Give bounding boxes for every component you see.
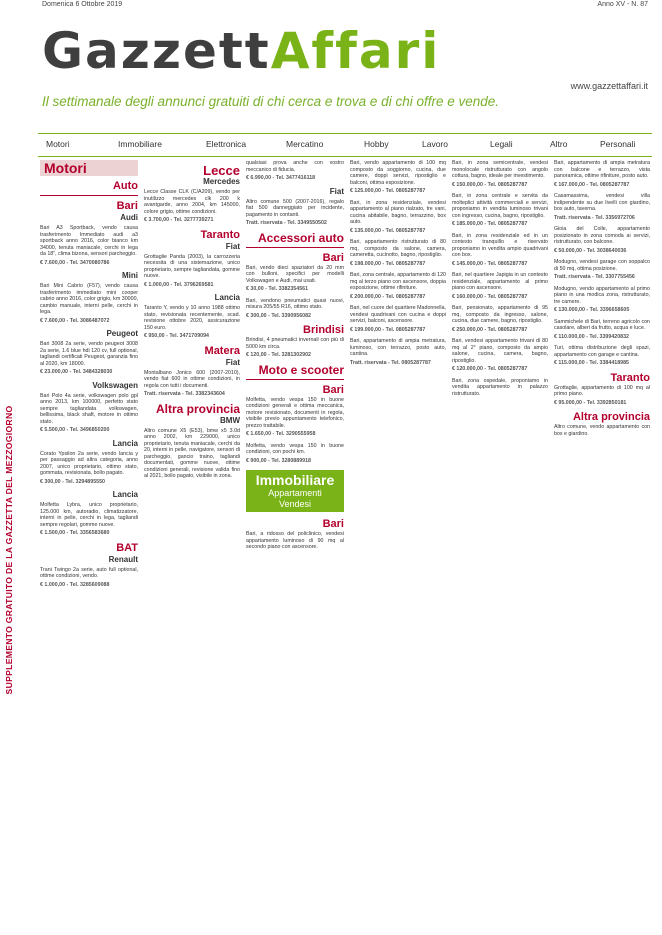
ad-price: € 120.000,00 - Tel. 0805287787 <box>452 366 528 372</box>
ad-text: Bari, vendo dieci spaziatori da 20 mm con bulloni, specifici per modelli Volkswagen e Audi, mai usati. <box>246 264 344 284</box>
ad-text: Bari, zona centrale, appartamento di 120 mq al terzo piano con ascensore, doppia esposizione, ottime rifiniture. <box>350 272 446 291</box>
ad-price: € 160.000,00 - Tel. 0805287787 <box>452 293 528 300</box>
nav-legali[interactable]: Legali <box>490 139 513 149</box>
ad-price: € 250.000,00 - Tel. 0805287787 <box>452 326 528 333</box>
ad-price: € 23.000,00 - Tel. 3484328030 <box>40 369 113 375</box>
ad-text: Bari, vendesi appartamento trivani di 80 mq al 2° piano, composto da ampio salone, cucina, camera, bagno, ripostiglio. <box>452 338 548 364</box>
ad-price: € 110.000,00 - Tel. 3399420832 <box>554 333 630 340</box>
ad-price: € 3.700,00 - Tel. 3277739271 <box>144 217 214 223</box>
ad-price: € 198.000,00 - Tel. 0805287787 <box>350 260 426 267</box>
ad-text: Bari A3 Sportback, vendo causa trasferimento Immediato audi a3 sportback anno 2016, color bianco km 34000, tenuta maniacale, cerchi in lega da 18", clima bizona, sensori parcheggio. <box>40 225 138 257</box>
ad-price: € 125.000,00 - Tel. 0805287787 <box>350 188 426 194</box>
city-heading: BAT <box>116 541 138 554</box>
city-heading: Altra provincia <box>155 401 240 416</box>
ad-text: Bari Polo 4a serie, volkswagen polo gpl anno 2013, km 100000, perfetto stato sempre tagliandata volkswagen, bellissima, black shaft, motore in ottimo stato. <box>40 392 138 425</box>
city-heading: Altra provincia <box>572 411 650 423</box>
ad-text: Modugno, vendo appartamento al primo piano in una modica zona, ristrutturato, tre camere. <box>554 285 650 305</box>
nav-hobby[interactable]: Hobby <box>364 139 389 149</box>
ad-price: € 200.000,00 - Tel. 0805287787 <box>350 293 426 300</box>
nav-personali[interactable]: Personali <box>600 139 636 149</box>
ad-text: Molfetta, vendo vespa 150 in buone condizioni, con pochi km. <box>246 442 344 455</box>
nav-immobiliare[interactable]: Immobiliare <box>118 139 162 149</box>
ad-text: Molfetta, vendo vespa 150 in buone condizioni generali e ottima meccanica, motore revisionato, documenti in regola, visibile previo appuntamento telefonico, prezzo trattabile. <box>246 396 344 429</box>
brand-heading: Mercedes <box>203 177 240 186</box>
ad-price: Tratt. riservata - Tel. 3349550502 <box>246 220 327 226</box>
category-nav <box>38 133 652 157</box>
ad-price: € 150.000,00 - Tel. 0805287787 <box>452 181 528 188</box>
divider <box>246 379 344 380</box>
ad-price: € 950,00 - Tel. 3471709094 <box>144 333 209 339</box>
column-6 <box>554 160 650 935</box>
brand-heading: Lancia <box>112 490 138 499</box>
nav-mercatino[interactable]: Mercatino <box>286 139 324 149</box>
ad-price: € 1.650,00 - Tel. 3290555958 <box>246 431 316 437</box>
ad-text: Bari, in zona residenziale, vendesi appartamento al piano rialzato, tre vani, cucina abitabile, bagno, terrazzino, box auto. <box>350 199 446 225</box>
ad-text: Bari, in zona residenziale ed in un contesto tranquillo e riservato proponiamo in vendita ampio quadrivani con box. <box>452 232 548 258</box>
brand-heading: Audi <box>120 213 138 222</box>
ad-price: € 1.000,00 - Tel. 3796269581 <box>144 281 214 288</box>
ad-price: € 130.000,00 - Tel. 3396658605 <box>554 307 630 313</box>
brand-heading: Fiat <box>225 357 240 367</box>
column-4 <box>350 160 446 935</box>
ad-text: Trani Twingo 2a serie, auto full optional, ottime condizioni, vendo. <box>40 566 138 579</box>
ad-text: Bari, vendo appartamento di 100 mq composto da soggiorno, cucina, due camere, doppi servizi, ripostiglio e balconi, ottima esposizione. <box>350 160 446 186</box>
column-5 <box>452 160 548 935</box>
immobiliare-subtitle: Appartamenti <box>268 488 322 498</box>
section-moto-scooter: Moto e scooter <box>258 362 344 377</box>
logo-text-b: Affari <box>270 22 441 80</box>
top-bar <box>0 0 662 11</box>
column-1 <box>40 160 138 935</box>
brand-heading: Peugeot <box>106 329 138 338</box>
brand-heading: Fiat <box>225 241 240 251</box>
ad-price: € 30,00 - Tel. 3382354561 <box>246 286 309 292</box>
ad-price: € 1.000,00 - Tel. 3285609088 <box>40 581 110 588</box>
ad-price: Tratt. riservata - Tel. 3356972706 <box>554 214 635 221</box>
city-heading: Bari <box>322 383 344 396</box>
ad-price: € 145.000,00 - Tel. 0805287787 <box>452 260 528 267</box>
immobiliare-banner <box>246 470 344 512</box>
ad-price: € 50.000,00 - Tel. 3038640036 <box>554 247 627 254</box>
supplement-text: SUPPLEMENTO GRATUITO DE LA GAZZETTA DEL MEZZOGIORNO <box>4 405 14 695</box>
ad-price: Tratt. riservata - Tel. 3307755456 <box>554 274 635 280</box>
ad-price: € 199.000,00 - Tel. 0805287787 <box>350 326 426 333</box>
issue-number: Anno XV - N. 87 <box>597 1 648 8</box>
ad-price: € 167.000,00 - Tel. 0805287787 <box>554 181 630 188</box>
column-2 <box>144 160 240 935</box>
ad-price: € 300,00 - Tel. 3294895550 <box>40 478 105 485</box>
city-heading: Taranto <box>610 371 650 384</box>
website-url[interactable]: www.gazzettaffari.it <box>570 81 648 91</box>
ad-text: Bari, pensionato, appartamento di 95 mq, composto da ingresso, salone, cucina, due camere, bagno, ripostiglio. <box>452 305 548 324</box>
ad-price: Tratt. riservata - Tel. 0805287787 <box>350 359 431 366</box>
nav-altro[interactable]: Altro <box>550 139 568 149</box>
city-heading: Bari <box>116 200 138 212</box>
divider <box>40 195 138 196</box>
ad-price: € 300,00 - Tel. 3390956082 <box>246 312 311 319</box>
ad-text: Bari 3008 2a serie, vendo peugeot 3008 2a serie, 1.6 blue hdi 120 cv, full optional, tagliandi certificati Peugeot, garanzia fino al 2020, km 18000. <box>40 341 138 367</box>
ad-text: Altro comune, vendo appartamento con box e giardino. <box>554 424 650 437</box>
tagline: Il settimanale degli annunci gratuiti di chi cerca e trova e di chi offre e vende. <box>42 94 500 109</box>
ad-price: € 7.600,00 - Tel. 3086487072 <box>40 317 110 324</box>
ad-text: Montalbano Jonico 600 (2007-2010), vendo fiat 600 in ottime condizioni, in regola con tutti i documenti. <box>144 369 240 389</box>
ad-price: € 135.000,00 - Tel. 0805287787 <box>350 227 426 234</box>
ad-text: Turi, ottima distribuzione degli spazi, appartamento con garage e cantina. <box>554 345 650 358</box>
brand-heading: Lancia <box>214 293 240 302</box>
ad-price: € 900,00 - Tel. 3280889918 <box>246 457 311 464</box>
ad-text: Bari, appartamento di ampia metratura con balcone e terrazzo, vista panoramica, ottime rifiniture, posto auto. <box>554 160 650 179</box>
logo-text-a: Gazzett <box>42 22 271 80</box>
ad-text: Bari, in zona semicentrale, vendesi monolocale ristrutturato con angolo cottura, bagno, ideale per investimento. <box>452 160 548 179</box>
ad-text: Taranto Y, vendo y 10 anno 1988 ottimo stato, revisionata recentemente, scad. revisione ottobre 2020, assicurazione 150 euro. <box>144 305 240 331</box>
section-accessori-auto: Accessori auto <box>257 230 344 245</box>
city-heading: Taranto <box>200 228 240 241</box>
ad-price: € 115.000,00 - Tel. 3384418985 <box>554 360 630 366</box>
ad-text: Lecce Classe CLK (C/A209), vendo per inutilizzo mercedes clk 200 k avantgarde, anno 2004, km 145000, colore grigio, ottime condizioni. <box>144 189 240 215</box>
city-heading: Lecce <box>203 163 240 178</box>
ad-price: € 120,00 - Tel. 3281302902 <box>246 352 311 358</box>
ad-text: Grottaglie, appartamento di 100 mq al primo piano. <box>554 384 650 397</box>
immobiliare-subtitle-2: Vendesi <box>278 499 312 509</box>
immobiliare-title: Immobiliare <box>255 472 335 488</box>
ad-text: Brindisi, 4 pneumatici invernali con più di 5000 km circa. <box>246 337 344 350</box>
ad-text: Bari Mini Cabrio (F57), vendo causa trasferimento immediato mini cooper cabrio anno 2016, color grigio, km 30000, cambio manuale, interni pelle, cerchi in lega. <box>40 283 138 315</box>
ad-price: Tratt. riservata - Tel. 3382343604 <box>144 391 225 397</box>
issue-date: Domenica 6 Ottobre 2019 <box>42 1 123 8</box>
ad-text: Bari, vendono pneumatici quasi nuovi, misura 205/55 R16, ottimo stato. <box>246 297 344 310</box>
logo <box>42 22 440 80</box>
ad-text: Bari, nel cuore del quartiere Madonnella, vendesi quadrivani con cucina e doppi servizi, balconi, ascensore. <box>350 305 446 324</box>
ad-text: qualsiasi prova anche con vostro meccanico di fiducia. <box>246 160 344 173</box>
ad-text: Bari, zona ospedale, proponiamo in vendita appartamento in palazzo ristrutturato. <box>452 377 548 397</box>
ad-text: Molfetta Lybra, unico proprietario, 125.000 km, autoradio, climatizzatore, interni in pelle, cerchi in lega, tagliandi sempre regolari, gomme nuove. <box>40 502 138 528</box>
brand-heading: Renault <box>108 554 138 564</box>
brand-heading: BMW <box>220 415 240 425</box>
ad-text: Bari, in zona centrale e servita da molteplici attività commerciali e servizi, proponiamo in vendita luminoso trivani con ingresso, cucina, bagno, ripostiglio. <box>452 193 548 219</box>
ad-price: € 95.000,00 - Tel. 3392850181 <box>554 399 627 406</box>
city-heading: Brindisi <box>303 324 344 336</box>
ad-price: € 1.500,00 - Tel. 3356583680 <box>40 530 110 536</box>
column-3 <box>246 160 344 935</box>
city-heading: Bari <box>322 251 344 264</box>
ad-text: Bari, nel quartiere Japigia in un contesto residenziale, appartamento al primo piano con ascensore. <box>452 272 548 291</box>
section-title-motori: Motori <box>40 160 138 176</box>
nav-elettronica[interactable]: Elettronica <box>206 139 247 149</box>
ad-text: Sammichele di Bari, terreno agricolo con casolare, alberi da frutto, acqua e luce. <box>554 318 650 331</box>
nav-motori[interactable]: Motori <box>46 139 70 149</box>
ad-text: Modugno, vendesi garage con soppalco di 50 mq, ottima posizione. <box>554 259 650 272</box>
ad-text: Altro comune 500 (2007-2016), regalo fiat 500 danneggiato per incidente, pagamento in contanti. <box>246 198 344 218</box>
ad-price: € 185.000,00 - Tel. 0805287787 <box>452 221 528 227</box>
supplement-banner <box>2 200 16 900</box>
ad-price: € 7.600,00 - Tel. 3470080786 <box>40 259 110 266</box>
masthead <box>38 18 648 91</box>
city-heading: Bari <box>322 518 344 530</box>
brand-heading: Mini <box>122 271 138 280</box>
nav-lavoro[interactable]: Lavoro <box>422 139 448 149</box>
brand-heading: Lancia <box>112 438 138 448</box>
city-heading: Matera <box>204 344 240 357</box>
ad-text: Corato Ypsilon 2a serie, vendo lancia y per passaggio ad altra categoria, anno 2007, unico proprietario, ottimo stato, gommata, revisionata, bollo pagato. <box>40 450 138 476</box>
divider <box>246 247 344 248</box>
ad-price: € 6.990,00 - Tel. 3477416118 <box>246 175 316 181</box>
ad-text: Bari, appartamento di ampia metratura, luminoso, con terrazzo, posto auto, cantina. <box>350 338 446 357</box>
ad-text: Bari, a ridosso del policlinico, vendesi appartamento luminoso di 90 mq al secondo piano con ascensore. <box>246 531 344 550</box>
brand-heading: Fiat <box>329 186 344 196</box>
ad-text: Gioia del Colle, appartamento posizionato in zona comoda ai servizi, ristrutturato, con balcone. <box>554 226 650 245</box>
brand-heading: Volkswagen <box>92 380 138 390</box>
ad-text: Casamassima, vendesi villa indipendente su due livelli con giardino, box auto, taverna. <box>554 193 650 212</box>
ad-text: Bari, appartamento ristrutturato di 80 mq, composto da salone, camera, cameretta, cucinotto, bagno, ripostiglio. <box>350 239 446 258</box>
ad-text: Grottaglie Panda (2003), la carrozzeria necessita di una sistemazione, unico proprietario, sempre tagliandata, gomme nuove. <box>144 253 240 279</box>
ad-price: € 5.500,00 - Tel. 3496850200 <box>40 427 110 433</box>
subsection-auto: Auto <box>112 180 138 192</box>
ad-text: Altro comune X5 (E53), bmw x5 3.0d anno 2002, km 229000, unico proprietario, tenuta maniacale, cerchi da 20, interni in pelle, navigatore, sensori di parcheggio, gancio traino, tagliandi documentati, gomme nuove, ottime condizioni generali, revisione valida fino al 2021, bollo pagato, visibile in zona. <box>144 427 240 479</box>
